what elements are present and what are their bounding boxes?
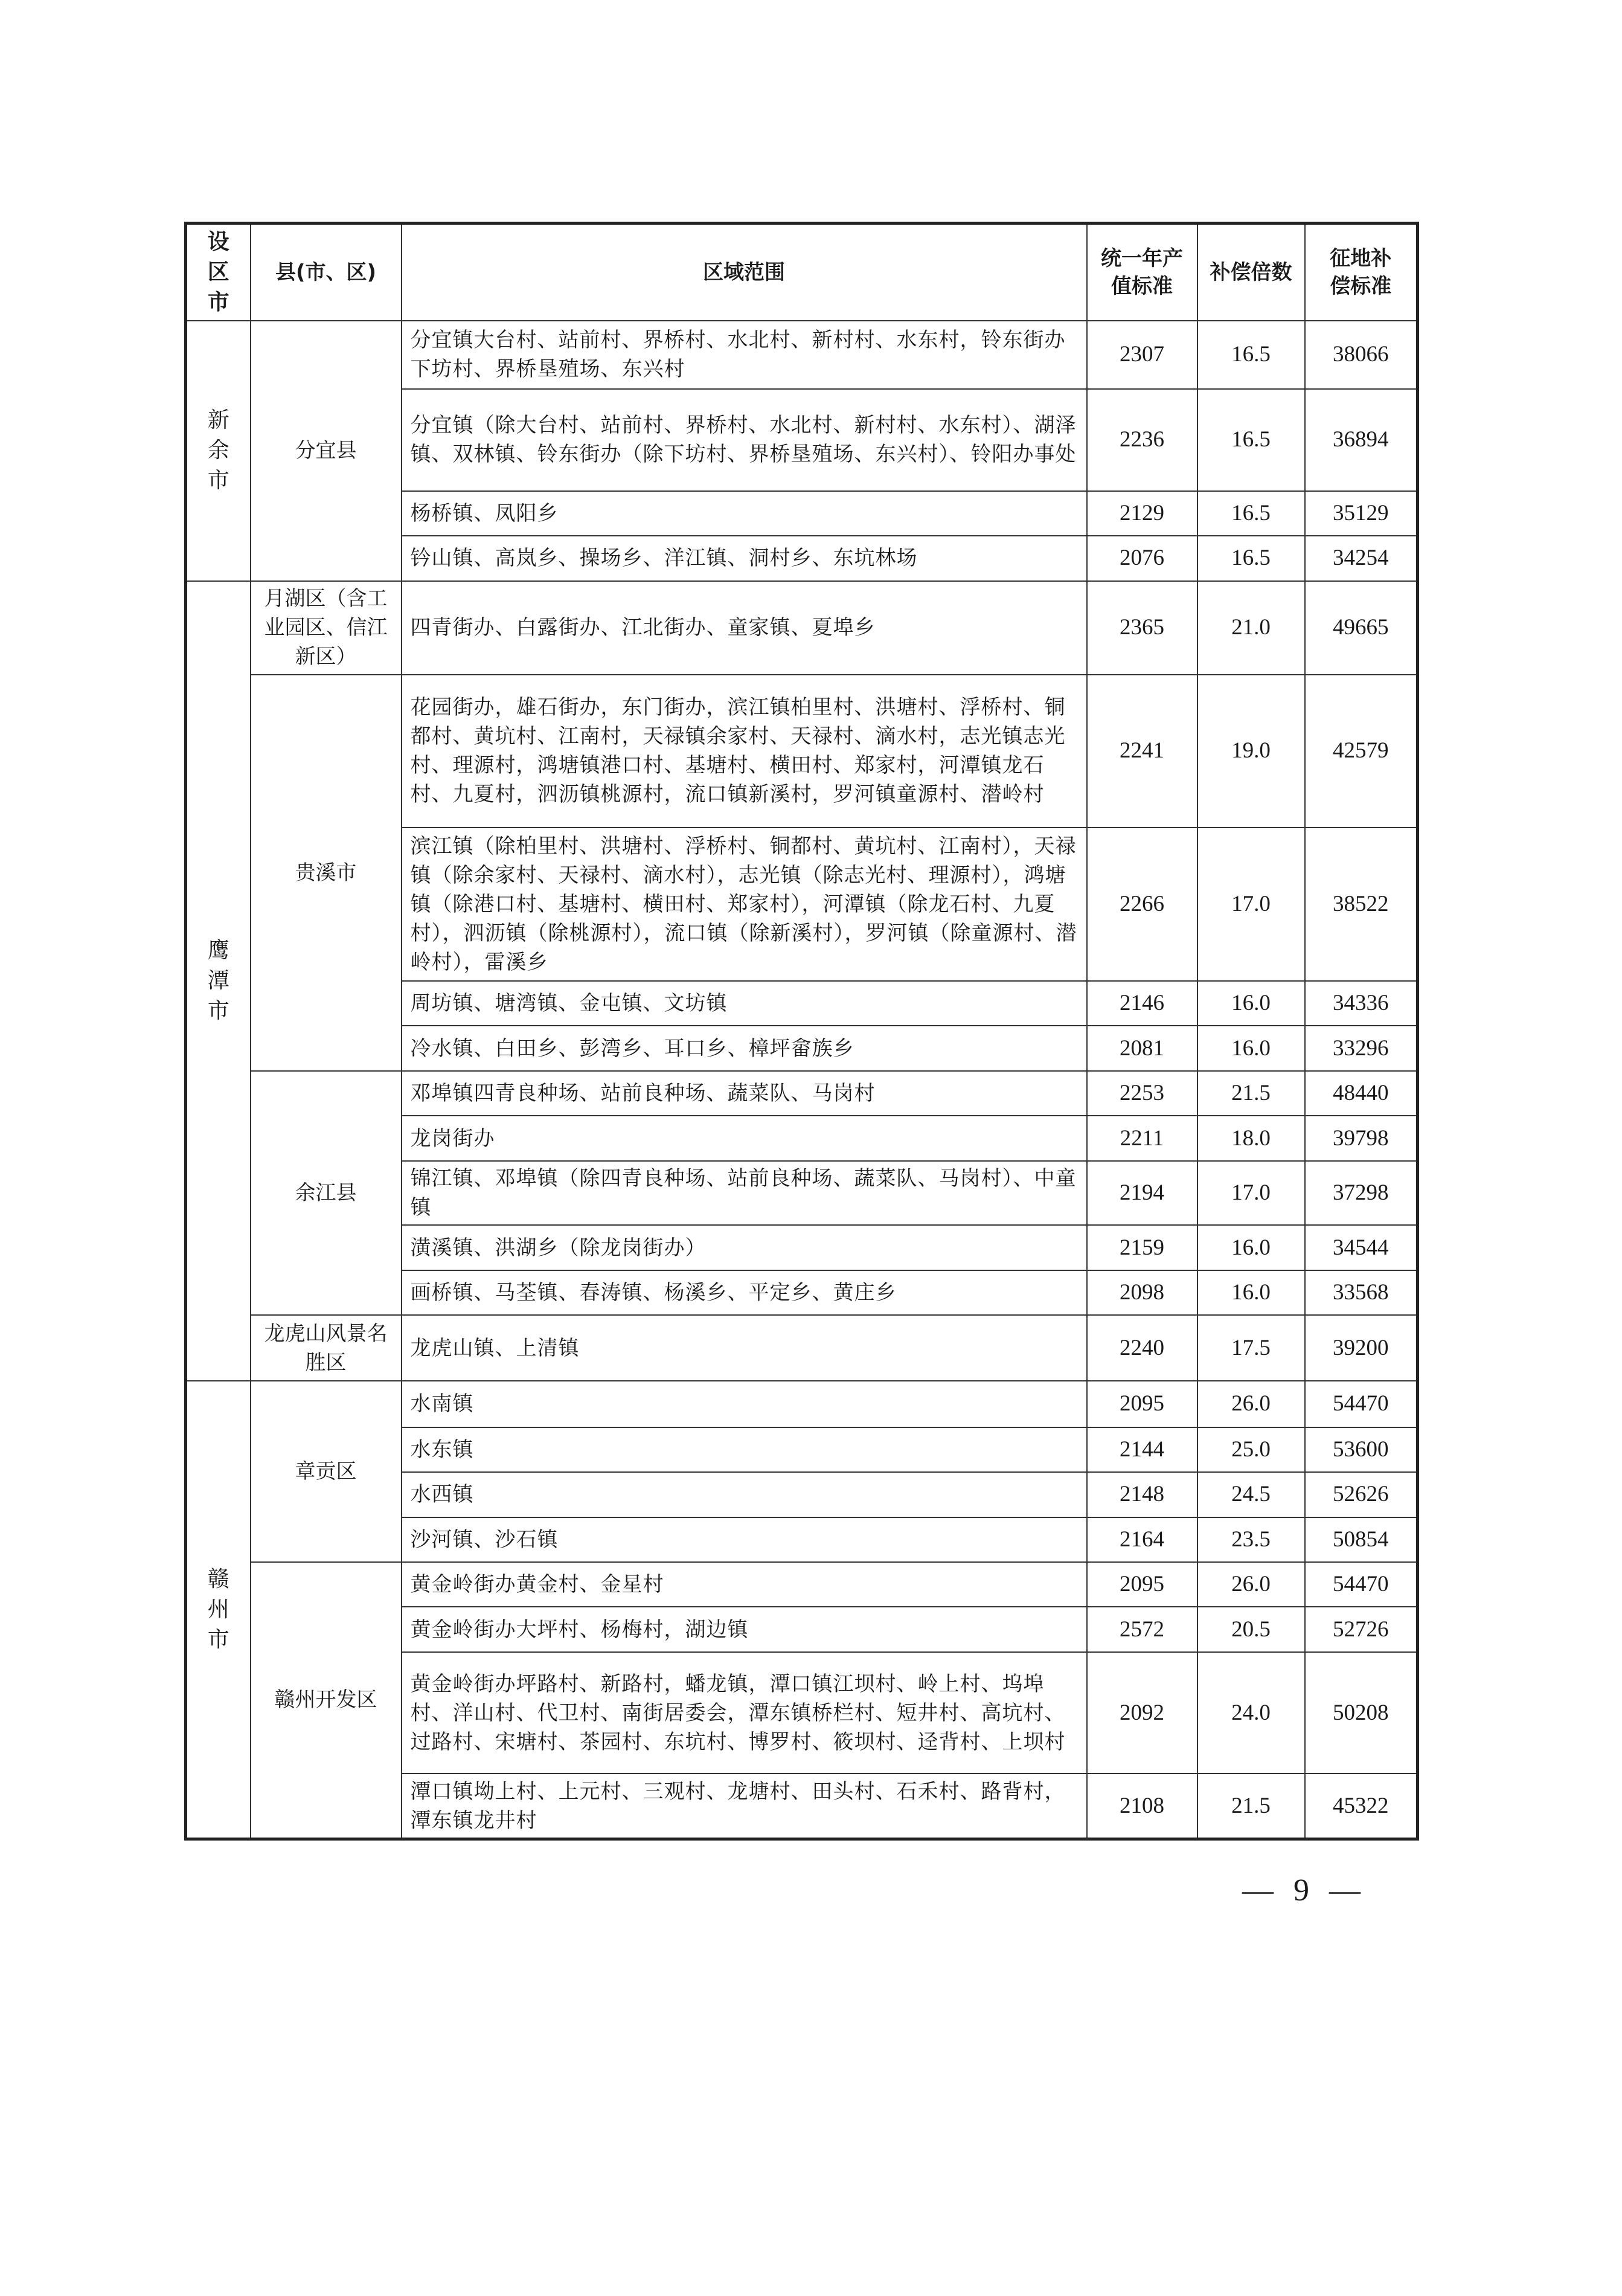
multiple-cell: 23.5 (1197, 1517, 1305, 1562)
header-multiple: 补偿倍数 (1197, 223, 1305, 321)
compensation-cell: 34254 (1305, 536, 1418, 580)
county-cell: 余江县 (251, 1071, 402, 1316)
standard-cell: 2081 (1087, 1026, 1197, 1070)
area-cell: 水东镇 (402, 1427, 1087, 1472)
area-cell: 锦江镇、邓埠镇（除四青良种场、站前良种场、蔬菜队、马岗村）、中童镇 (402, 1161, 1087, 1226)
area-cell: 画桥镇、马荃镇、春涛镇、杨溪乡、平定乡、黄庄乡 (402, 1270, 1087, 1315)
table-row (186, 1381, 1418, 1427)
area-cell: 潭口镇坳上村、上元村、三观村、龙塘村、田头村、石禾村、路背村，潭东镇龙井村 (402, 1773, 1087, 1839)
standard-cell: 2164 (1087, 1517, 1197, 1562)
area-cell: 花园街办，雄石街办，东门街办，滨江镇柏里村、洪塘村、浮桥村、铜都村、黄坑村、江南村，天禄镇余家村、天禄村、滴水村，志光镇志光村、理源村，鸿塘镇港口村、基塘村、横田村、郑家村，河潭镇龙石村、九夏村，泗沥镇桃源村，流口镇新溪村，罗河镇童源村、潜岭村 (402, 675, 1087, 828)
multiple-cell: 24.0 (1197, 1652, 1305, 1773)
compensation-cell: 37298 (1305, 1161, 1418, 1226)
area-cell: 水南镇 (402, 1381, 1087, 1427)
multiple-cell: 16.0 (1197, 1270, 1305, 1315)
area-cell: 周坊镇、塘湾镇、金屯镇、文坊镇 (402, 981, 1087, 1026)
compensation-cell: 52726 (1305, 1607, 1418, 1651)
table-row (186, 321, 1418, 389)
compensation-cell: 38066 (1305, 321, 1418, 389)
multiple-cell: 21.5 (1197, 1773, 1305, 1839)
area-cell: 分宜镇大台村、站前村、界桥村、水北村、新村村、水东村，铃东街办下坊村、界桥垦殖场、东兴村 (402, 321, 1087, 389)
standard-cell: 2095 (1087, 1381, 1197, 1427)
city-cell: 鹰潭市 (186, 581, 251, 1381)
standard-cell: 2240 (1087, 1315, 1197, 1381)
multiple-cell: 16.0 (1197, 1225, 1305, 1270)
compensation-cell: 39798 (1305, 1116, 1418, 1160)
header-area: 区域范围 (402, 223, 1087, 321)
multiple-cell: 24.5 (1197, 1472, 1305, 1517)
area-cell: 黄金岭街办黄金村、金星村 (402, 1562, 1087, 1607)
county-cell: 章贡区 (251, 1381, 402, 1562)
page-number: — 9 — (1242, 1873, 1367, 1908)
standard-cell: 2159 (1087, 1225, 1197, 1270)
county-cell: 龙虎山风景名胜区 (251, 1315, 402, 1381)
county-cell: 月湖区（含工业园区、信江新区） (251, 581, 402, 675)
city-cell: 新余市 (186, 321, 251, 581)
compensation-cell: 50208 (1305, 1652, 1418, 1773)
standard-cell: 2253 (1087, 1071, 1197, 1116)
compensation-cell: 39200 (1305, 1315, 1418, 1381)
standard-cell: 2236 (1087, 389, 1197, 491)
area-cell: 邓埠镇四青良种场、站前良种场、蔬菜队、马岗村 (402, 1071, 1087, 1116)
compensation-cell: 54470 (1305, 1562, 1418, 1607)
multiple-cell: 26.0 (1197, 1562, 1305, 1607)
standard-cell: 2129 (1087, 491, 1197, 536)
area-cell: 龙虎山镇、上清镇 (402, 1315, 1087, 1381)
table-row (186, 675, 1418, 828)
area-cell: 黄金岭街办坪路村、新路村，蟠龙镇，潭口镇江坝村、岭上村、坞埠村、洋山村、代卫村、南街居委会，潭东镇桥栏村、短井村、高坑村、过路村、宋塘村、茶园村、东坑村、博罗村、筱坝村、迳背村、上坝村 (402, 1652, 1087, 1773)
area-cell: 水西镇 (402, 1472, 1087, 1517)
table-header-row (186, 223, 1418, 321)
multiple-cell: 16.5 (1197, 389, 1305, 491)
standard-cell: 2211 (1087, 1116, 1197, 1160)
multiple-cell: 16.5 (1197, 491, 1305, 536)
city-cell: 赣州市 (186, 1381, 251, 1839)
multiple-cell: 19.0 (1197, 675, 1305, 828)
multiple-cell: 16.0 (1197, 981, 1305, 1026)
standard-cell: 2146 (1087, 981, 1197, 1026)
compensation-cell: 52626 (1305, 1472, 1418, 1517)
compensation-cell: 34544 (1305, 1225, 1418, 1270)
table-row (186, 1562, 1418, 1607)
standard-cell: 2194 (1087, 1161, 1197, 1226)
table-row (186, 581, 1418, 675)
multiple-cell: 21.0 (1197, 581, 1305, 675)
area-cell: 滨江镇（除柏里村、洪塘村、浮桥村、铜都村、黄坑村、江南村），天禄镇（除余家村、天禄村、滴水村），志光镇（除志光村、理源村），鸿塘镇（除港口村、基塘村、横田村、郑家村），河潭镇（除龙石村、九夏村），泗沥镇（除桃源村），流口镇（除新溪村），罗河镇（除童源村、潜岭村），雷溪乡 (402, 828, 1087, 981)
area-cell: 四青街办、白露街办、江北街办、童家镇、夏埠乡 (402, 581, 1087, 675)
area-cell: 杨桥镇、凤阳乡 (402, 491, 1087, 536)
county-cell: 赣州开发区 (251, 1562, 402, 1839)
multiple-cell: 16.5 (1197, 321, 1305, 389)
multiple-cell: 17.0 (1197, 828, 1305, 981)
multiple-cell: 20.5 (1197, 1607, 1305, 1651)
compensation-cell: 34336 (1305, 981, 1418, 1026)
compensation-cell: 42579 (1305, 675, 1418, 828)
multiple-cell: 21.5 (1197, 1071, 1305, 1116)
standard-cell: 2307 (1087, 321, 1197, 389)
compensation-cell: 35129 (1305, 491, 1418, 536)
table-row (186, 1071, 1418, 1116)
multiple-cell: 17.0 (1197, 1161, 1305, 1226)
multiple-cell: 16.5 (1197, 536, 1305, 580)
compensation-cell: 54470 (1305, 1381, 1418, 1427)
compensation-table (184, 222, 1419, 1841)
header-city: 设区市 (186, 223, 251, 321)
area-cell: 分宜镇（除大台村、站前村、界桥村、水北村、新村村、水东村）、湖泽镇、双林镇、铃东街办（除下坊村、界桥垦殖场、东兴村）、铃阳办事处 (402, 389, 1087, 491)
standard-cell: 2108 (1087, 1773, 1197, 1839)
multiple-cell: 26.0 (1197, 1381, 1305, 1427)
compensation-cell: 49665 (1305, 581, 1418, 675)
compensation-cell: 45322 (1305, 1773, 1418, 1839)
compensation-cell: 36894 (1305, 389, 1418, 491)
area-cell: 龙岗街办 (402, 1116, 1087, 1160)
standard-cell: 2266 (1087, 828, 1197, 981)
multiple-cell: 17.5 (1197, 1315, 1305, 1381)
compensation-cell: 38522 (1305, 828, 1418, 981)
compensation-cell: 50854 (1305, 1517, 1418, 1562)
area-cell: 沙河镇、沙石镇 (402, 1517, 1087, 1562)
standard-cell: 2144 (1087, 1427, 1197, 1472)
header-county: 县(市、区) (251, 223, 402, 321)
multiple-cell: 18.0 (1197, 1116, 1305, 1160)
standard-cell: 2241 (1087, 675, 1197, 828)
area-cell: 黄金岭街办大坪村、杨梅村，湖边镇 (402, 1607, 1087, 1651)
compensation-cell: 53600 (1305, 1427, 1418, 1472)
standard-cell: 2572 (1087, 1607, 1197, 1651)
compensation-cell: 33568 (1305, 1270, 1418, 1315)
standard-cell: 2092 (1087, 1652, 1197, 1773)
multiple-cell: 25.0 (1197, 1427, 1305, 1472)
standard-cell: 2098 (1087, 1270, 1197, 1315)
header-standard: 统一年产值标准 (1087, 223, 1197, 321)
compensation-cell: 48440 (1305, 1071, 1418, 1116)
area-cell: 钤山镇、高岚乡、操场乡、洋江镇、洞村乡、东坑林场 (402, 536, 1087, 580)
standard-cell: 2148 (1087, 1472, 1197, 1517)
area-cell: 冷水镇、白田乡、彭湾乡、耳口乡、樟坪畲族乡 (402, 1026, 1087, 1070)
compensation-cell: 33296 (1305, 1026, 1418, 1070)
county-cell: 贵溪市 (251, 675, 402, 1071)
standard-cell: 2095 (1087, 1562, 1197, 1607)
standard-cell: 2365 (1087, 581, 1197, 675)
table-row (186, 1315, 1418, 1381)
county-cell: 分宜县 (251, 321, 402, 581)
multiple-cell: 16.0 (1197, 1026, 1305, 1070)
area-cell: 潢溪镇、洪湖乡（除龙岗街办） (402, 1225, 1087, 1270)
header-compensation: 征地补偿标准 (1305, 223, 1418, 321)
standard-cell: 2076 (1087, 536, 1197, 580)
